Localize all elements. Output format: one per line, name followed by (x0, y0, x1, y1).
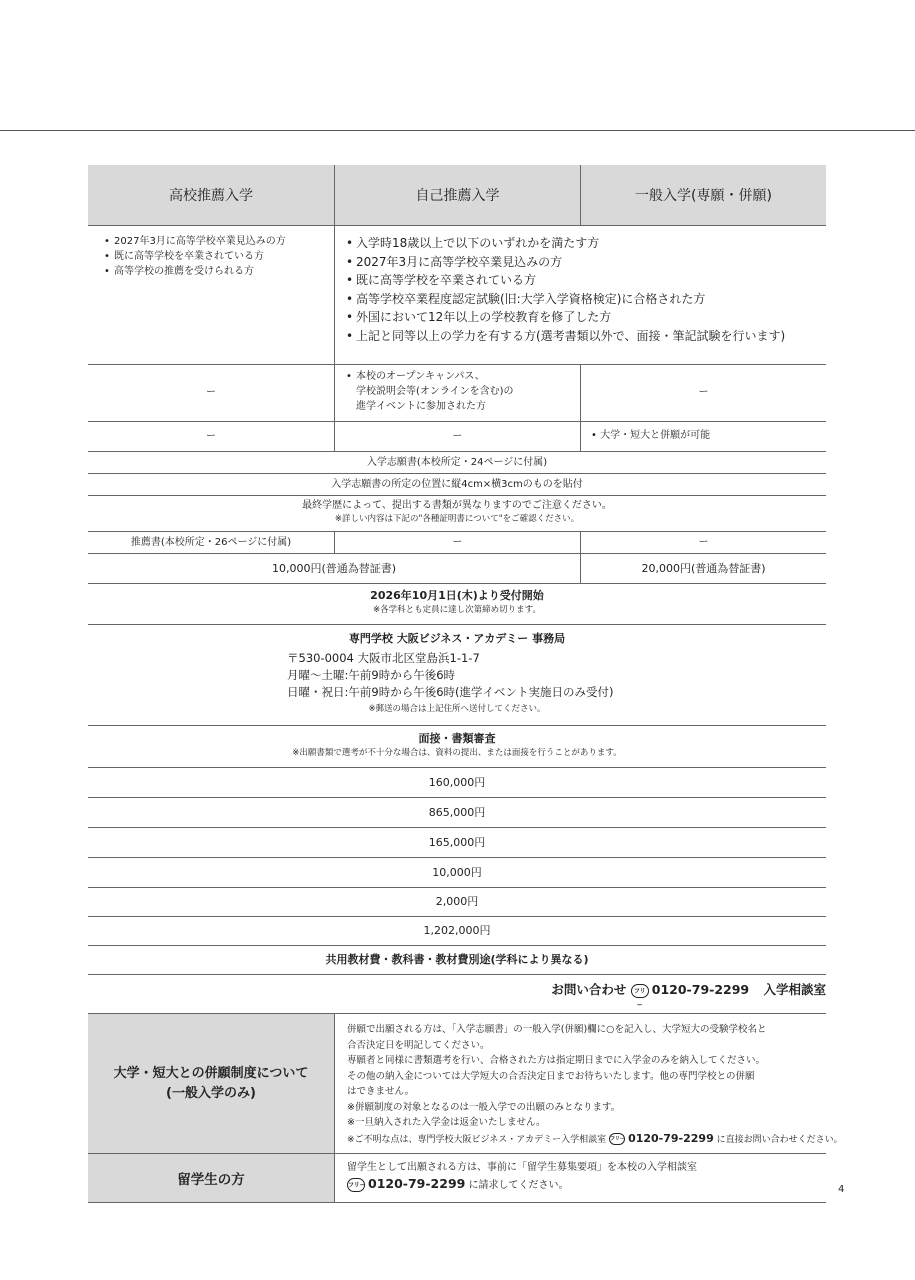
photo-requirement: 入学志願書の所定の位置に縦4cm×横3cmのものを貼付 (331, 478, 583, 490)
period-main: 2026年10月1日(木)より受付開始 (370, 589, 544, 602)
office-name: 専門学校 大阪ビジネス・アカデミー 事務局 (348, 632, 566, 645)
list-item: • 上記と同等以上の学力を有する方(選考書類以外で、面接・筆記試験を行います) (346, 327, 824, 346)
row-divider (88, 624, 826, 625)
list-item: • 外国において12年以上の学校教育を修了した方 (346, 308, 824, 327)
intl-line: 留学生として出願される方は、事前に「留学生募集要項」を本校の入学相談室 (347, 1162, 697, 1173)
col-divider (334, 1013, 335, 1202)
list-item: • 既に高等学校を卒業されている方 (104, 249, 332, 264)
eligibility-school (104, 234, 332, 279)
list-item: • 高等学校卒業程度認定試験(旧:大学入学資格検定)に合格された方 (346, 290, 824, 309)
table-border (88, 1202, 826, 1203)
header-school-recommend: 高校推薦入学 (88, 165, 334, 225)
amount-row: 160,000円 (428, 775, 486, 789)
freedial-icon: フリー (631, 984, 649, 998)
event-line: 進学イベントに参加された方 (356, 401, 486, 412)
event-school: ー (206, 387, 216, 398)
contact-line (420, 980, 826, 1009)
certificates (88, 498, 826, 526)
amount-row: 2,000円 (435, 895, 479, 908)
list-item: • 既に高等学校を卒業されている方 (346, 271, 824, 290)
screening-main: 面接・書類審査 (418, 732, 496, 745)
heigan-line: ※一旦納入された入学金は返金いたしません。 (347, 1117, 546, 1128)
intl-section-body (347, 1160, 826, 1194)
heigan-contact-suffix: に直接お問い合わせください。 (716, 1134, 843, 1145)
heigan-section-title (88, 1014, 334, 1153)
event-line: 学校説明会等(オンラインを含む)の (356, 386, 514, 397)
bullet: • (346, 371, 352, 382)
amount-total: 1,202,000円 (423, 924, 491, 937)
row-divider (88, 583, 826, 584)
contact-suffix: 入学相談室 (763, 982, 826, 997)
heigan-line: 併願で出願される方は、「入学志願書」の一般入学(併願)欄に○を記入し、大学短大の受験学校名と (347, 1024, 767, 1035)
certificates-text: 最終学歴によって、提出する書類が異なりますのでご注意ください。 (302, 500, 612, 511)
period-note: ※各学科とも定員に達し次第締め切ります。 (373, 605, 541, 615)
amount-row: 10,000円 (432, 865, 482, 879)
fee-recommend: 10,000円(普通為替証書) (271, 561, 397, 575)
intl-suffix: に請求してください。 (468, 1180, 569, 1191)
event-self (346, 369, 578, 414)
recommendation-self: ー (452, 536, 463, 548)
screening-note: ※出願書類で選考が不十分な場合は、資料の提出、または面接を行うことがあります。 (292, 748, 622, 758)
heigan-title-main: 大学・短大との併願制度について (113, 1065, 309, 1081)
heigan-line: はできません。 (347, 1086, 415, 1097)
heigan-line: 合否決定日を明記してください。 (347, 1039, 490, 1051)
heigan-contact-prefix: ※ご不明な点は、専門学校大阪ビジネス・アカデミー入学相談室 (347, 1134, 607, 1145)
page-number: 4 (838, 1184, 845, 1195)
heigan-line: その他の納入金については大学短大の合否決定日までお待ちいたします。他の専門学校との併願 (347, 1070, 755, 1082)
col-divider (580, 165, 581, 225)
fee-general: 20,000円(普通為替証書) (641, 561, 766, 575)
row-divider (88, 495, 826, 496)
intl-contact-line (347, 1176, 826, 1194)
event-line: 本校のオープンキャンパス、 (356, 371, 485, 382)
office-address: 〒530-0004 大阪市北区堂島浜1-1-7 (287, 651, 480, 665)
heigan-contact-line (347, 1131, 843, 1149)
freedial-icon: フリー (347, 1178, 365, 1192)
heigan-section-body (347, 1022, 843, 1148)
heigan-contact-phone[interactable]: 0120-79-2299 (628, 1131, 714, 1145)
event-general: ー (698, 387, 709, 398)
office-details (287, 650, 827, 701)
col-divider (334, 165, 335, 451)
list-item: • 高等学校の推薦を受けられる方 (104, 264, 332, 279)
office-note: ※郵送の場合は上記住所へ送付してください。 (368, 704, 546, 714)
row-divider (88, 225, 826, 226)
heigan-line: 専願者と同様に書類選考を行い、合格された方は指定期日までに入学金のみを納入してください。 (347, 1055, 766, 1066)
heigan-general: • 大学・短大と併願が可能 (591, 430, 711, 441)
amount-row: 865,000円 (428, 805, 486, 819)
list-item: • 2027年3月に高等学校卒業見込みの方 (346, 253, 824, 272)
heigan-self: ー (452, 430, 463, 442)
recommendation-school: 推薦書(本校所定・26ページに付属) (130, 536, 292, 548)
heigan-school: ー (206, 430, 216, 442)
contact-label: お問い合わせ (551, 982, 627, 997)
heigan-line: ※併願制度の対象となるのは一般入学での出願のみとなります。 (347, 1101, 621, 1113)
amount-row: 165,000円 (428, 835, 486, 849)
application-form: 入学志願書(本校所定・24ページに付属) (366, 456, 548, 468)
intl-phone[interactable]: 0120-79-2299 (368, 1176, 466, 1191)
office-hours-holiday: 日曜・祝日:午前9時から午後6時(進学イベント実施日のみ受付) (287, 685, 614, 699)
row-divider (88, 974, 826, 975)
list-item: • 入学時18歳以上で以下のいずれかを満たす方 (346, 234, 824, 253)
certificates-note: ※詳しい内容は下記の"各種証明書について"をご確認ください。 (334, 514, 580, 524)
top-rule (0, 130, 915, 131)
application-period (88, 587, 826, 617)
intl-section-title: 留学生の方 (88, 1154, 334, 1202)
contact-phone[interactable]: 0120-79-2299 (651, 982, 750, 997)
recommendation-general: ー (698, 536, 709, 548)
list-item: • 2027年3月に高等学校卒業見込みの方 (104, 234, 332, 249)
row-divider (88, 725, 826, 726)
eligibility-self (346, 234, 824, 345)
materials-note: 共用教材費・教科書・教材費別途(学科により異なる) (325, 953, 589, 966)
header-self-recommend: 自己推薦入学 (335, 165, 580, 225)
office-hours-weekday: 月曜〜土曜:午前9時から午後6時 (287, 668, 456, 682)
screening (88, 730, 826, 760)
header-general: 一般入学(専願・併願) (581, 165, 826, 225)
freedial-icon: フリー (609, 1133, 625, 1145)
heigan-title-sub: (一般入学のみ) (166, 1085, 256, 1101)
